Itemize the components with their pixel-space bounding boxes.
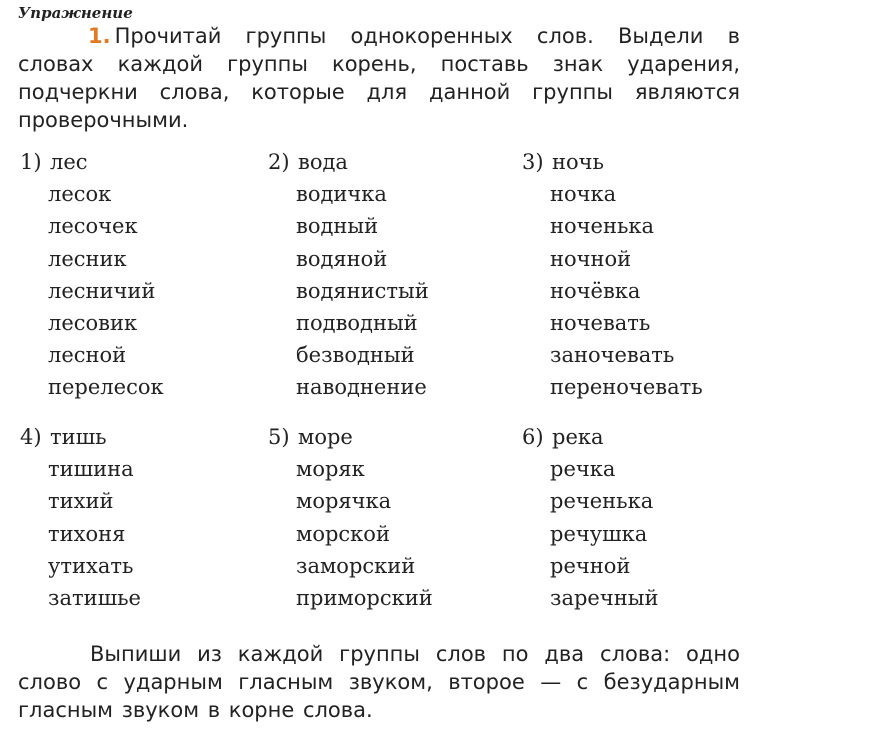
group-word: морячка [296, 489, 392, 514]
group-word: речушка [550, 521, 648, 546]
word-group-2 [268, 146, 429, 404]
group-head [20, 146, 164, 178]
group-number: 6) [522, 425, 544, 449]
group-word: ночной [550, 246, 632, 271]
group-word: водяной [296, 246, 388, 271]
exercise-label: Упражнение [18, 4, 133, 22]
group-word: водичка [296, 182, 387, 207]
group-word: приморский [296, 586, 433, 611]
group-word: ночевать [550, 311, 651, 336]
group-head [522, 421, 658, 453]
group-word: лесок [48, 182, 112, 207]
group-word: лесничий [48, 278, 156, 303]
group-word: лесной [48, 343, 127, 368]
word-group-4 [20, 421, 141, 614]
group-word: моряк [296, 457, 365, 482]
group-word: водный [296, 214, 379, 239]
group-word: тихий [48, 489, 114, 514]
follow-up-text: Выпиши из каждой группы слов по два слова: одно слово с ударным гласным звуком, второе — с безударным гласным звуком в корне слова. [18, 642, 740, 722]
group-word: тихоня [48, 521, 126, 546]
group-number: 2) [268, 150, 290, 174]
group-number: 1) [20, 150, 42, 174]
group-head-word: море [298, 425, 353, 449]
group-word: заночевать [550, 343, 675, 368]
group-word: заморский [296, 553, 416, 578]
group-head-word: ночь [552, 150, 604, 174]
group-word: безводный [296, 343, 415, 368]
group-head-word: река [552, 425, 604, 449]
group-word: тишина [48, 457, 134, 482]
group-word: ночка [550, 182, 617, 207]
group-word: водянистый [296, 278, 429, 303]
group-word: речной [550, 553, 631, 578]
group-head [522, 146, 703, 178]
group-word: реченька [550, 489, 654, 514]
group-number: 4) [20, 425, 42, 449]
group-word: заречный [550, 586, 659, 611]
group-word: речка [550, 457, 616, 482]
group-word: ночёвка [550, 278, 641, 303]
group-head [268, 421, 433, 453]
instruction-text: Прочитай группы однокоренных слов. Выдели в словах каждой группы корень, поставь знак ударения, подчеркни слова, которые для данной группы являются проверочными. [18, 24, 740, 132]
word-group-3 [522, 146, 703, 404]
exercise-instruction [18, 22, 740, 134]
group-word: лесовик [48, 311, 138, 336]
group-word: лесник [48, 246, 127, 271]
word-group-6 [522, 421, 658, 614]
group-word: ноченька [550, 214, 655, 239]
group-word: наводнение [296, 375, 427, 400]
group-head-word: вода [298, 150, 348, 174]
word-group-1 [20, 146, 164, 404]
group-head-word: тишь [50, 425, 107, 449]
group-word: перелесок [48, 375, 164, 400]
group-word: затишье [48, 586, 141, 611]
follow-up-instruction [18, 640, 740, 724]
group-word: лесочек [48, 214, 138, 239]
group-head [20, 421, 141, 453]
word-group-5 [268, 421, 433, 614]
group-word: морской [296, 521, 390, 546]
group-word: переночевать [550, 375, 703, 400]
group-number: 5) [268, 425, 290, 449]
exercise-number: 1. [88, 24, 111, 48]
group-number: 3) [522, 150, 544, 174]
group-head [268, 146, 429, 178]
group-word: подводный [296, 311, 418, 336]
group-head-word: лес [50, 150, 88, 174]
group-word: утихать [48, 553, 134, 578]
